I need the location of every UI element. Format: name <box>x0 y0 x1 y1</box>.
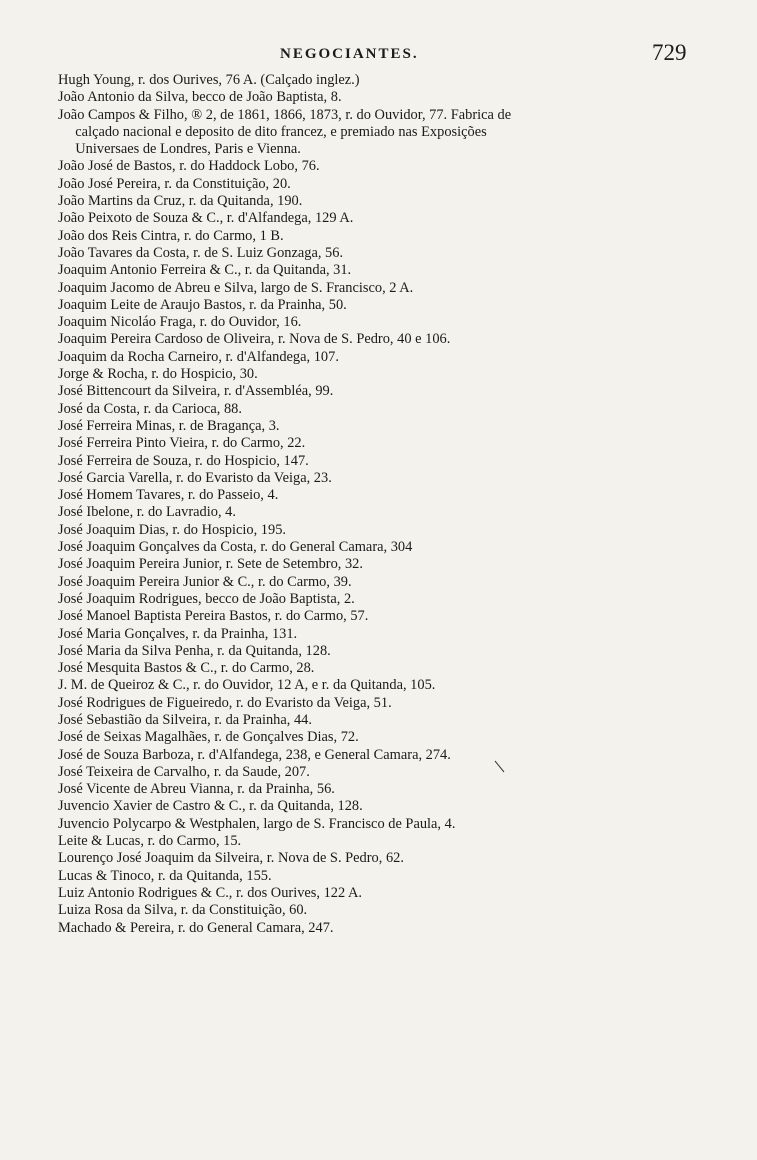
directory-entry <box>58 695 672 712</box>
entry-line: José Joaquim Gonçalves da Costa, r. do General Camara, 304 <box>58 539 413 556</box>
entry-line: Joaquim da Rocha Carneiro, r. d'Alfandega, 107. <box>58 348 339 365</box>
directory-entry <box>58 383 672 400</box>
entry-line: J. M. de Queiroz & C., r. do Ouvidor, 12 A, e r. da Quitanda, 105. <box>58 677 436 694</box>
directory-entry <box>58 228 672 245</box>
directory-entry <box>58 245 672 262</box>
directory-entry <box>58 729 672 746</box>
directory-entry <box>58 626 672 643</box>
directory-entry <box>58 487 672 504</box>
directory-entry <box>58 435 672 452</box>
entry-line: Luiz Antonio Rodrigues & C., r. dos Ourives, 122 A. <box>58 884 363 901</box>
directory-entry <box>58 297 672 314</box>
directory-entry <box>58 331 672 348</box>
entry-line: Joaquim Pereira Cardoso de Oliveira, r. Nova de S. Pedro, 40 e 106. <box>58 331 451 348</box>
running-head: NEGOCIANTES. <box>280 46 419 62</box>
entry-line: José Joaquim Pereira Junior, r. Sete de Setembro, 32. <box>58 556 363 573</box>
directory-entry <box>58 158 672 175</box>
directory-entry <box>58 643 672 660</box>
directory-entry <box>58 850 672 867</box>
directory-entry <box>58 833 672 850</box>
directory-entry <box>58 193 672 210</box>
directory-entry <box>58 107 672 159</box>
entry-line: João Martins da Cruz, r. da Quitanda, 190. <box>58 193 303 210</box>
entry-line: João José de Bastos, r. do Haddock Lobo, 76. <box>58 158 320 175</box>
entry-continuation-line: Universaes de Londres, Paris e Vienna. <box>75 141 301 158</box>
directory-entry <box>58 314 672 331</box>
entry-line: Lourenço José Joaquim da Silveira, r. Nova de S. Pedro, 62. <box>58 850 404 867</box>
entry-line: Lucas & Tinoco, r. da Quitanda, 155. <box>58 867 272 884</box>
entry-line: Joaquim Nicoláo Fraga, r. do Ouvidor, 16. <box>58 314 302 331</box>
entry-line: João Peixoto de Souza & C., r. d'Alfandega, 129 A. <box>58 210 354 227</box>
entry-line: Luiza Rosa da Silva, r. da Constituição, 60. <box>58 902 308 919</box>
entry-line: João Antonio da Silva, becco de João Baptista, 8. <box>58 89 342 106</box>
directory-entry <box>58 401 672 418</box>
directory-entry <box>58 349 672 366</box>
entry-line: Machado & Pereira, r. do General Camara, 247. <box>58 919 334 936</box>
entry-line: José Manoel Baptista Pereira Bastos, r. do Carmo, 57. <box>58 608 369 625</box>
entry-line: Leite & Lucas, r. do Carmo, 15. <box>58 833 242 850</box>
entry-line: José Vicente de Abreu Vianna, r. da Prainha, 56. <box>58 781 335 798</box>
entry-line: José Mesquita Bastos & C., r. do Carmo, 28. <box>58 660 315 677</box>
directory-entry <box>58 608 672 625</box>
entry-line: José Maria Gonçalves, r. da Prainha, 131. <box>58 625 298 642</box>
directory-entry <box>58 366 672 383</box>
stray-pen-mark <box>494 760 506 774</box>
directory-entry <box>58 210 672 227</box>
entry-line: Joaquim Leite de Araujo Bastos, r. da Prainha, 50. <box>58 296 347 313</box>
directory-entry <box>58 885 672 902</box>
entry-line: José Ferreira Pinto Vieira, r. do Carmo, 22. <box>58 435 306 452</box>
entry-line: José Garcia Varella, r. do Evaristo da Veiga, 23. <box>58 469 332 486</box>
directory-entry <box>58 72 672 89</box>
entry-line: João Tavares da Costa, r. de S. Luiz Gonzaga, 56. <box>58 244 344 261</box>
entry-line: José de Souza Barboza, r. d'Alfandega, 238, e General Camara, 274. <box>58 746 451 763</box>
entry-line: José Joaquim Dias, r. do Hospicio, 195. <box>58 521 286 538</box>
entry-line: José Ferreira de Souza, r. do Hospicio, 147. <box>58 452 309 469</box>
entry-line: Joaquim Jacomo de Abreu e Silva, largo de S. Francisco, 2 A. <box>58 279 414 296</box>
directory-entry <box>58 539 672 556</box>
entry-line: Hugh Young, r. dos Ourives, 76 A. (Calçado inglez.) <box>58 72 360 88</box>
directory-entry <box>58 522 672 539</box>
directory-entry <box>58 453 672 470</box>
entry-line: José da Costa, r. da Carioca, 88. <box>58 400 242 417</box>
entry-line: João dos Reis Cintra, r. do Carmo, 1 B. <box>58 227 284 244</box>
entry-line: José Joaquim Rodrigues, becco de João Baptista, 2. <box>58 590 355 607</box>
entry-line: José de Seixas Magalhães, r. de Gonçalves Dias, 72. <box>58 729 359 746</box>
directory-entry <box>58 176 672 193</box>
directory-entry <box>58 660 672 677</box>
directory-entry <box>58 89 672 106</box>
entry-line: Joaquim Antonio Ferreira & C., r. da Quitanda, 31. <box>58 262 352 279</box>
directory-entry <box>58 781 672 798</box>
page-number: 729 <box>652 40 687 65</box>
directory-entry <box>58 591 672 608</box>
directory-entry <box>58 747 672 764</box>
entry-line: José Homem Tavares, r. do Passeio, 4. <box>58 487 279 504</box>
entry-line: José Ferreira Minas, r. de Bragança, 3. <box>58 417 280 434</box>
entry-line: José Sebastião da Silveira, r. da Prainha, 44. <box>58 711 312 728</box>
entry-line: João José Pereira, r. da Constituição, 20. <box>58 175 291 192</box>
directory-entry <box>58 262 672 279</box>
directory-entry <box>58 816 672 833</box>
entry-list <box>58 72 672 937</box>
entry-line: José Maria da Silva Penha, r. da Quitanda, 128. <box>58 642 331 659</box>
entry-line: Juvencio Polycarpo & Westphalen, largo de S. Francisco de Paula, 4. <box>58 815 456 832</box>
directory-entry <box>58 764 672 781</box>
entry-line: José Bittencourt da Silveira, r. d'Assembléa, 99. <box>58 383 334 400</box>
entry-line: Jorge & Rocha, r. do Hospicio, 30. <box>58 366 258 383</box>
directory-entry <box>58 712 672 729</box>
entry-continuation-line: calçado nacional e deposito de dito francez, e premiado nas Exposições <box>75 123 487 140</box>
directory-entry <box>58 280 672 297</box>
directory-entry <box>58 470 672 487</box>
entry-line: José Rodrigues de Figueiredo, r. do Evaristo da Veiga, 51. <box>58 694 392 711</box>
directory-entry <box>58 868 672 885</box>
directory-entry <box>58 798 672 815</box>
entry-line: José Teixeira de Carvalho, r. da Saude, 207. <box>58 763 310 780</box>
directory-entry <box>58 920 672 937</box>
directory-entry <box>58 902 672 919</box>
entry-line: José Joaquim Pereira Junior & C., r. do Carmo, 39. <box>58 573 352 590</box>
entry-line: Juvencio Xavier de Castro & C., r. da Quitanda, 128. <box>58 798 363 815</box>
entry-line: José Ibelone, r. do Lavradio, 4. <box>58 504 236 521</box>
entry-line: João Campos & Filho, ® 2, de 1861, 1866, 1873, r. do Ouvidor, 77. Fabrica de <box>58 106 512 123</box>
directory-entry <box>58 504 672 521</box>
directory-entry <box>58 677 672 694</box>
directory-entry <box>58 574 672 591</box>
directory-entry <box>58 556 672 573</box>
directory-entry <box>58 418 672 435</box>
